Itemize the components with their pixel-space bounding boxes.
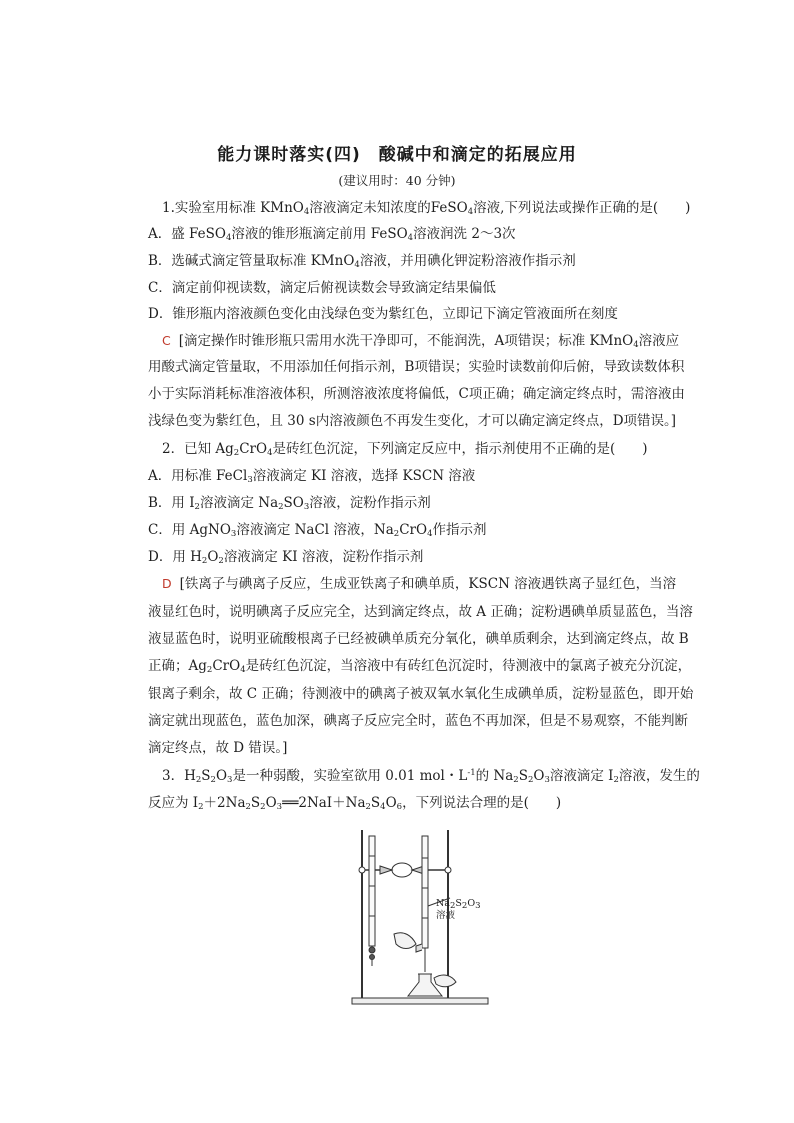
q2-answer: D [162, 576, 172, 591]
q1-option-b: B．选碱式滴定管量取标准 KMnO$_4$溶液，并用碘化钾淀粉溶液作指示剂 [148, 253, 576, 270]
q2-explanation-4: 正确；$Ag_2CrO_4$是砖红色沉淀，当溶液中有砖红色沉淀时，待测液中的氯离子被充分沉淀， [148, 658, 692, 675]
q1-option-a: A．盛 FeSO$_4$溶液的锥形瓶滴定前用 FeSO$_4$溶液润洗 2～3次 [148, 226, 516, 243]
q2-option-c: C．用 AgNO$_3$溶液滴定 NaCl 溶液，$Na_2CrO_4$作指示剂 [148, 522, 487, 539]
q2-explanation-6: 滴定就出现蓝色，蓝色加深，碘离子反应完全时，蓝色不再加深，但是不易观察，不能判断 [148, 713, 688, 729]
q3-stem-line-2: 反应为 $I_2+2Na_2S_2O_3══2NaI+Na_2S_4O_6$，下列说法合理的是( ) [148, 795, 562, 812]
stand-base [352, 998, 488, 1004]
q1-explanation-3: 小于实际消耗标准溶液体积，所测溶液浓度将偏低，C项正确；确定滴定终点时，需溶液由 [148, 386, 685, 402]
q2-explanation-3: 液显蓝色时，说明亚硫酸根离子已经被碘单质充分氧化，碘单质剩余，达到滴定终点，故 B [148, 631, 689, 647]
q1-stem: 1.实验室用标准 KMnO$_4$溶液滴定未知浓度的FeSO$_4$溶液,下列说法或操作正确的是( ) [162, 200, 691, 217]
q2-option-d: D．用 $H_2O_2$溶液滴定 KI 溶液，淀粉作指示剂 [148, 549, 424, 566]
suggested-time: (建议用时：40 分钟) [338, 173, 456, 188]
q1-explanation-1: C [滴定操作时锥形瓶只需用水洗干净即可，不能润洗，A项错误；标准 KMnO$_4$溶液应 [162, 333, 680, 350]
q2-explanation-5: 银离子剩余，故 C 正确；待测液中的碘离子被双氧水氧化生成碘单质，淀粉显蓝色，即开始 [148, 686, 694, 702]
q1-explanation-2: 用酸式滴定管量取，不用添加任何指示剂，B项错误；实验时读数前仰后俯，导致读数体积 [148, 359, 685, 375]
figure-label: $Na_2S_2O_3$ 溶液 [436, 898, 481, 921]
q2-explanation-1: D [铁离子与碘离子反应，生成亚铁离子和碘单质，KSCN 溶液遇铁离子显红色，当溶 [162, 576, 677, 592]
q2-stem: 2．已知 $Ag_2CrO_4$是砖红色沉淀，下列滴定反应中，指示剂使用不正确的是( ) [162, 441, 648, 458]
left-burette [369, 836, 375, 946]
q1-explanation-4: 浅绿色变为紫红色，且 30 s内溶液颜色不再发生变化，才可以确定滴定终点，D项错误。] [148, 413, 677, 429]
q1-answer: C [162, 333, 171, 348]
q3-stem-line-1: 3．$H_2S_2O_3$是一种弱酸，实验室欲用 0.01 mol・$L^{-1}$的 $Na_2S_2O_3$溶液滴定 $I_2$溶液，发生的 [162, 768, 700, 785]
right-burette [422, 836, 428, 948]
q1-option-d: D．锥形瓶内溶液颜色变化由浅绿色变为紫红色，立即记下滴定管液面所在刻度 [148, 306, 618, 322]
q1-option-c: C．滴定前仰视读数，滴定后俯视读数会导致滴定结果偏低 [148, 280, 496, 296]
q2-explanation-7: 滴定终点，故 D 错误。] [148, 740, 288, 756]
q2-option-b: B．用 $I_2$溶液滴定 $Na_2SO_3$溶液，淀粉作指示剂 [148, 495, 431, 512]
titration-apparatus-figure [350, 826, 490, 1006]
q2-explanation-2: 液显红色时，说明碘离子反应完全，达到滴定终点，故 A 正确；淀粉遇碘单质显蓝色，当溶 [148, 604, 693, 620]
q2-option-a: A．用标准 FeCl$_3$溶液滴定 KI 溶液，选择 KSCN 溶液 [148, 468, 476, 485]
page-title: 能力课时落实(四) 酸碱中和滴定的拓展应用 [217, 145, 577, 165]
